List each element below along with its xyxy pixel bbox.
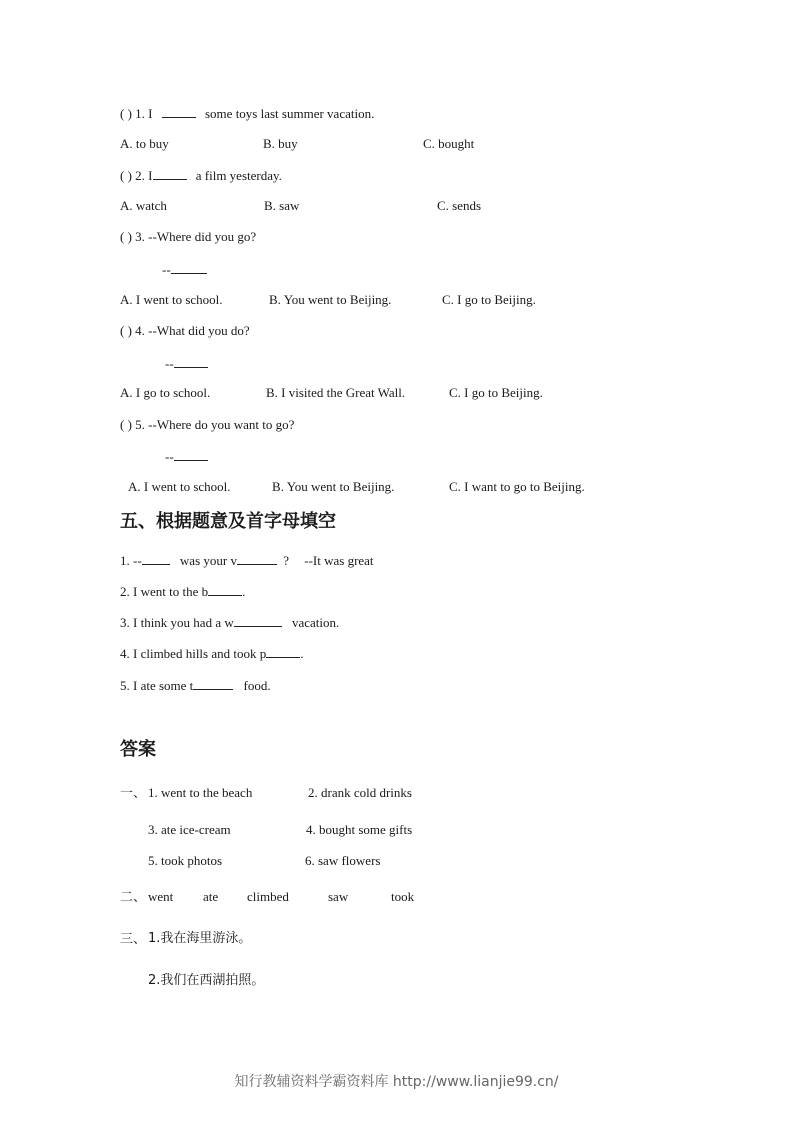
answer-blank [266, 645, 300, 658]
option-c: C. bought [423, 136, 475, 151]
answer-sentence: 2.我们在西湖拍照。 [148, 973, 265, 988]
option-a: A. I went to school. [128, 479, 231, 494]
question-2 [120, 167, 282, 184]
option-a: A. I go to school. [120, 385, 211, 400]
option-b: B. You went to Beijing. [272, 479, 395, 494]
section-5-title: 五、根据题意及首字母填空 [120, 511, 336, 532]
answer-word: went [148, 889, 174, 904]
answer-blank [234, 614, 282, 627]
answer-item: 5. took photos [148, 853, 223, 868]
answer-item: 4. bought some gifts [306, 822, 413, 837]
option-c: C. I want to go to Beijing. [449, 479, 585, 494]
question-3: ( ) 3. --Where did you go? [120, 229, 257, 244]
answer-blank [174, 448, 208, 461]
question-1-rest: some toys last summer vacation. [205, 106, 375, 121]
answer-word: ate [203, 889, 219, 904]
answer-word: climbed [247, 889, 289, 904]
response-dash: -- [162, 262, 171, 277]
option-c: C. I go to Beijing. [449, 385, 543, 400]
answer-sentence: 1.我在海里游泳。 [148, 931, 252, 946]
fill-item-3-part1: 3. I think you had a w [120, 615, 234, 630]
answer-word: saw [328, 889, 349, 904]
response-line [162, 261, 207, 278]
question-1 [120, 105, 374, 122]
answer-blank [153, 167, 187, 180]
response-dash: -- [165, 449, 174, 464]
option-b: B. You went to Beijing. [269, 292, 392, 307]
answer-blank [142, 552, 170, 565]
fill-item-4-part1: 4. I climbed hills and took p [120, 646, 267, 661]
fill-item-1 [120, 552, 374, 569]
answer-blank [208, 583, 242, 596]
question-2-rest: a film yesterday. [195, 168, 282, 183]
answers-part-1-label: 一、 [120, 785, 147, 800]
question-4: ( ) 4. --What did you do? [120, 323, 250, 338]
option-c: C. sends [437, 198, 482, 213]
fill-item-5-part2: food. [243, 678, 271, 693]
answer-item: 6. saw flowers [305, 853, 381, 868]
answer-blank [237, 552, 277, 565]
response-line [165, 355, 208, 372]
answer-blank [171, 261, 207, 274]
fill-item-1-part1: 1. -- [120, 553, 142, 568]
answers-part-2-label: 二、 [120, 889, 147, 904]
fill-item-1-part3: ? [283, 553, 289, 568]
question-1-stem: ( ) 1. I [120, 106, 153, 121]
option-c: C. I go to Beijing. [442, 292, 536, 307]
fill-item-5-part1: 5. I ate some t [120, 678, 194, 693]
answer-item: 1. went to the beach [148, 785, 253, 800]
option-b: B. saw [264, 198, 300, 213]
option-b: B. buy [263, 136, 298, 151]
fill-item-5 [120, 677, 271, 694]
answer-blank [174, 355, 208, 368]
option-a: A. to buy [120, 136, 169, 151]
fill-item-2 [120, 583, 245, 600]
fill-item-3-part2: vacation. [291, 615, 340, 630]
footer-watermark: 知行教辅资料学霸资料库 http://www.lianjie99.cn/ [234, 1074, 559, 1090]
fill-item-1-part2: was your v [179, 553, 237, 568]
response-line [165, 448, 208, 465]
fill-item-3 [120, 614, 339, 631]
option-b: B. I visited the Great Wall. [266, 385, 406, 400]
fill-item-2-part1: 2. I went to the b [120, 584, 209, 599]
option-a: A. watch [120, 198, 167, 213]
answer-item: 3. ate ice-cream [148, 822, 231, 837]
question-5: ( ) 5. --Where do you want to go? [120, 417, 295, 432]
question-2-stem: ( ) 2. I [120, 168, 153, 183]
answer-word: took [391, 889, 415, 904]
fill-item-4-part2: . [300, 646, 304, 661]
answer-item: 2. drank cold drinks [308, 785, 412, 800]
fill-item-2-part2: . [242, 584, 246, 599]
answers-title: 答案 [120, 739, 156, 760]
option-a: A. I went to school. [120, 292, 223, 307]
answer-blank [193, 677, 233, 690]
answers-part-3-label: 三、 [120, 931, 147, 946]
answer-blank [162, 105, 196, 118]
fill-item-4 [120, 645, 303, 662]
fill-item-1-part4: --It was great [304, 553, 374, 568]
response-dash: -- [165, 356, 174, 371]
